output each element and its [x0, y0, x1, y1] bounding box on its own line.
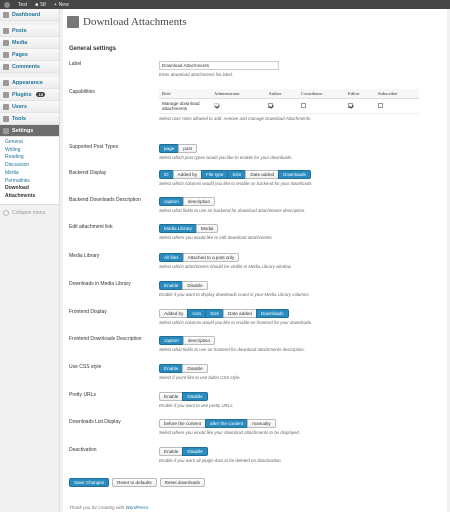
field-description: Enter download attachments list label. [159, 72, 233, 77]
submenu-general[interactable]: General [5, 139, 23, 145]
new-content-link[interactable]: + New [53, 1, 69, 8]
subscriber-checkbox[interactable] [378, 103, 383, 108]
field-label: Media Library [69, 253, 100, 259]
settings-submenu [0, 137, 59, 205]
backend-added-by-button[interactable]: Added by [173, 170, 202, 179]
post-type-page-button[interactable]: page [159, 144, 179, 153]
wordpress-link[interactable]: WordPress. [125, 505, 150, 510]
field-description: Enable if you want all plugin data to be deleted on deactivation. [159, 458, 282, 463]
backend-date-added-button[interactable]: Date added [245, 170, 279, 179]
downloads-media-button-group [159, 281, 310, 290]
form-actions [69, 478, 205, 487]
col-author: Author [265, 89, 298, 99]
menu-label: Settings [12, 127, 34, 134]
post-type-post-button[interactable]: post [178, 144, 197, 153]
menu-pages[interactable] [0, 49, 59, 61]
backend-description-button[interactable]: description [183, 197, 215, 206]
menu-label: Plugins [12, 91, 32, 98]
menu-label: Dashboard [12, 11, 41, 18]
plugins-icon [3, 92, 9, 98]
before-content-button[interactable]: before the content [159, 419, 206, 428]
row-label: Manage download attachments [159, 99, 211, 114]
post-types-button-group [159, 144, 293, 153]
posts-icon [3, 28, 9, 34]
menu-label: Tools [12, 115, 26, 122]
reset-defaults-button[interactable]: Reset to defaults [112, 478, 156, 487]
col-contributor: Contributor [298, 89, 345, 99]
field-label: Capabilities [69, 89, 95, 95]
backend-id-button[interactable]: ID [159, 170, 174, 179]
site-name-link[interactable]: Test [18, 1, 28, 8]
field-description: Select user roles allowed to add, remove and manage Download Attachments. [159, 116, 312, 121]
field-description: Select which post types would you like to enable for your downloads. [159, 155, 293, 160]
backend-downloads-button[interactable]: Downloads [278, 170, 311, 179]
col-administrator: Administrator [211, 89, 265, 99]
downloads-media-disable-button[interactable]: Disable [182, 281, 207, 290]
menu-dashboard[interactable] [0, 9, 59, 21]
appearance-icon [3, 80, 9, 86]
frontend-icon-button[interactable]: Icon [187, 309, 206, 318]
main-content [63, 9, 447, 512]
edit-link-button-group [159, 224, 273, 233]
admin-sidebar [0, 9, 60, 512]
deactivation-button-group [159, 447, 282, 456]
comments-count: 58 [40, 1, 46, 8]
field-label: Pretty URLs [69, 392, 96, 398]
collapse-label: Collapse menu [12, 209, 46, 216]
pretty-disable-button[interactable]: Disable [182, 392, 207, 401]
field-label: Backend Display [69, 170, 107, 176]
frontend-caption-button[interactable]: caption [159, 336, 184, 345]
backend-file-type-button[interactable]: File type [201, 170, 228, 179]
menu-settings[interactable] [0, 125, 59, 137]
field-label: Edit attachment link [69, 224, 113, 230]
menu-label: Posts [12, 27, 27, 34]
section-heading: General settings [69, 46, 117, 52]
menu-posts[interactable] [0, 25, 59, 37]
pages-icon [3, 52, 9, 58]
frontend-added-by-button[interactable]: Added by [159, 309, 188, 318]
all-files-button[interactable]: All files [159, 253, 184, 262]
table-row [159, 99, 419, 114]
after-content-button[interactable]: after the content [205, 419, 248, 428]
save-changes-button[interactable]: Save Changes [69, 478, 109, 487]
frontend-size-button[interactable]: Size [205, 309, 224, 318]
frontend-display-button-group [159, 309, 312, 318]
field-label: Frontend Display [69, 309, 107, 315]
edit-media-library-button[interactable]: Media Library [159, 224, 197, 233]
submenu-writing[interactable]: Writing [5, 146, 21, 153]
new-label: New [58, 1, 69, 8]
list-display-button-group [159, 419, 300, 428]
submenu-download-attachments[interactable]: Download Attachments [5, 185, 36, 199]
plugins-update-badge: 10 [38, 92, 43, 97]
pretty-enable-button[interactable]: Enable [159, 392, 183, 401]
frontend-date-added-button[interactable]: Date added [223, 309, 257, 318]
menu-plugins[interactable] [0, 89, 59, 101]
page-title-text: Download Attachments [83, 16, 187, 28]
field-label: Downloads in Media Library [69, 281, 131, 287]
media-library-button-group [159, 253, 292, 262]
dashboard-icon [3, 12, 9, 18]
menu-comments[interactable] [0, 61, 59, 73]
field-description: Select what fields to use on frontend for download attachments description. [159, 347, 305, 352]
field-description: Select where you would like your download attachments to be displayed. [159, 430, 301, 435]
edit-modal-button[interactable]: Modal [196, 224, 219, 233]
frontend-description-button-group [159, 336, 305, 345]
frontend-description-button[interactable]: description [183, 336, 215, 345]
backend-size-button[interactable]: Size [227, 170, 246, 179]
field-description: Enable if you want to use pretty URLs. [159, 403, 234, 408]
users-icon [3, 104, 9, 110]
css-enable-button[interactable]: Enable [159, 364, 183, 373]
field-label: Backend Downloads Description [69, 197, 141, 203]
admin-footer [69, 505, 149, 510]
settings-icon [3, 128, 9, 134]
label-input[interactable]: Download Attachments [159, 61, 279, 70]
administrator-checkbox [214, 103, 219, 108]
menu-appearance[interactable] [0, 77, 59, 89]
menu-label: Appearance [12, 79, 43, 86]
frontend-downloads-button[interactable]: Downloads [256, 309, 289, 318]
contributor-checkbox[interactable] [301, 103, 306, 108]
deactivation-disable-button[interactable]: Disable [182, 447, 207, 456]
attached-only-button[interactable]: Attached to a post only [183, 253, 240, 262]
field-description: Select which columns would you like to enable on frontend for your downloads. [159, 320, 313, 325]
page-title [67, 16, 187, 28]
col-role: Role [159, 89, 211, 99]
media-icon [3, 40, 9, 46]
submenu-permalinks[interactable]: Permalinks [5, 177, 30, 184]
backend-description-button-group [159, 197, 305, 206]
editor-checkbox[interactable] [348, 103, 353, 108]
field-label: Frontend Downloads Description [69, 336, 142, 342]
field-label: Use CSS style [69, 364, 102, 370]
capabilities-table [159, 89, 419, 114]
menu-tools[interactable] [0, 113, 59, 125]
collapse-icon [3, 210, 9, 216]
field-label: Supported Post Types [69, 144, 119, 150]
submenu-reading[interactable]: Reading [5, 154, 24, 161]
field-description: Enable if you want to display downloads count in your Media Library columns. [159, 292, 310, 297]
backend-caption-button[interactable]: caption [159, 197, 184, 206]
field-label: Deactivation [69, 447, 97, 453]
tools-icon [3, 116, 9, 122]
menu-media[interactable] [0, 37, 59, 49]
downloads-media-enable-button[interactable]: Enable [159, 281, 183, 290]
field-description: Select where you would like to edit download attachments. [159, 235, 273, 240]
field-description: Select what fields to use on backend for download attachments description. [159, 208, 306, 213]
menu-users[interactable] [0, 101, 59, 113]
footer-text: Thank you for creating with [69, 505, 126, 510]
submenu-media[interactable]: Media [5, 169, 19, 176]
col-subscriber: Subscriber [375, 89, 419, 99]
field-description: Select which attachments should be visible in Media Library window. [159, 264, 292, 269]
manually-button[interactable]: manually [247, 419, 275, 428]
col-editor: Editor [345, 89, 375, 99]
menu-label: Users [12, 103, 27, 110]
css-style-button-group [159, 364, 241, 373]
admin-bar [0, 0, 450, 9]
comments-link[interactable]: ■ 58 [35, 1, 46, 8]
collapse-menu-button[interactable] [0, 205, 59, 221]
wordpress-logo-icon[interactable] [4, 2, 10, 8]
field-description: Select if you'd like to use bultin CSS style. [159, 375, 241, 380]
deactivation-enable-button[interactable]: Enable [159, 447, 183, 456]
backend-display-button-group [159, 170, 313, 179]
menu-label: Media [12, 39, 28, 46]
css-disable-button[interactable]: Disable [182, 364, 207, 373]
comments-icon [3, 64, 9, 70]
field-label: Label [69, 61, 82, 67]
menu-label: Pages [12, 51, 28, 58]
field-label: Downloads List Display [69, 419, 121, 425]
pretty-urls-button-group [159, 392, 234, 401]
field-description: Select which columns would you like to enable on backend for your downloads. [159, 181, 313, 186]
author-checkbox[interactable] [268, 103, 273, 108]
settings-page-icon [67, 16, 79, 28]
menu-label: Comments [12, 63, 40, 70]
reset-downloads-button[interactable]: Reset downloads [160, 478, 205, 487]
submenu-discussion[interactable]: Discussion [5, 162, 30, 169]
